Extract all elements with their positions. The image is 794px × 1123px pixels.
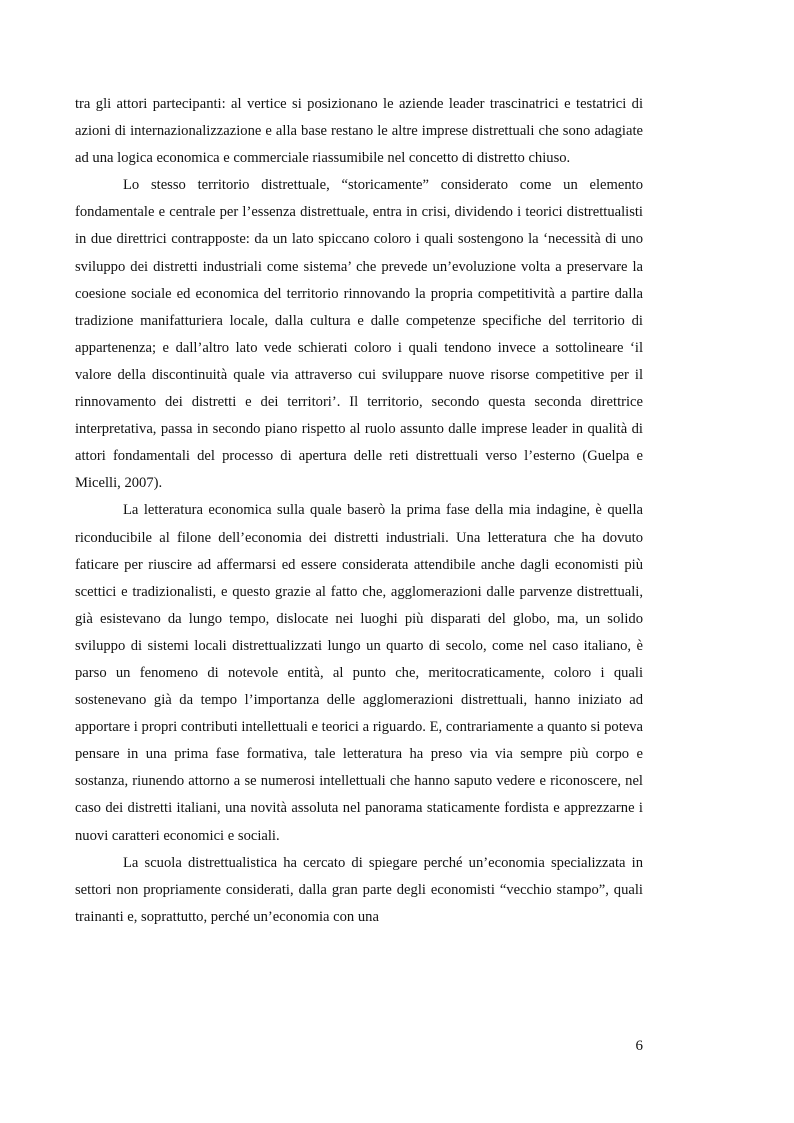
paragraph-continuation: tra gli attori partecipanti: al vertice si posizionano le aziende leader trascinatrici e testatrici di azioni di internazionalizzazione e alla base restano le altre imprese distrettuali che sono adagiate ad una logica economica e commerciale riassumibile nel concetto di distretto chiuso. — [75, 96, 643, 167]
paragraph-territorio: Lo stesso territorio distrettuale, “storicamente” considerato come un elemento fondamentale e centrale per l’essenza distrettuale, entra in crisi, dividendo i teorici distrettualisti in due direttrici contrapposte: da un lato spiccano coloro i quali sostengono la ‘necessità di uno sviluppo dei distretti industriali come sistema’ che prevede un’evoluzione volta a preservare la coesione sociale ed economica del territorio rinnovando la propria competitività a partire dalla tradizione manifatturiera locale, dalla cultura e dalle competenze specifiche del territorio di appartenenza; e dall’altro lato vede schierati coloro i quali tendono invece a sottolineare ‘il valore della discontinuità quale via attraverso cui sviluppare nuove risorse competitive per il rinnovamento dei distretti e dei territori’. Il territorio, secondo questa seconda direttrice interpretativa, passa in secondo piano rispetto al ruolo assunto dalle imprese leader in qualità di attori fondamentali del processo di apertura delle reti distrettuali verso l’esterno (Guelpa e Micelli, 2007). — [75, 177, 643, 492]
paragraph-letteratura: La letteratura economica sulla quale baserò la prima fase della mia indagine, è quella riconducibile al filone dell’economia dei distretti industriali. Una letteratura che ha dovuto faticare per riuscire ad affermarsi ed essere considerata attendibile anche dagli economisti più scettici e tradizionalisti, e questo grazie al fatto che, agglomerazioni dalle parvenze distrettuali, già esistevano da lungo tempo, dislocate nei luoghi più disparati del globo, ma, un solido sviluppo di sistemi locali distrettualizzati lungo un quarto di secolo, come nel caso italiano, è parso un fenomeno di notevole entità, al punto che, meritocraticamente, coloro i quali sostenevano già da tempo l’importanza delle agglomerazioni distrettuali, hanno iniziato ad apportare i propri contributi intellettuali e teorici a riguardo. E, contrariamente a quanto si poteva pensare in una prima fase formativa, tale letteratura ha preso via via sempre più corpo e sostanza, riunendo attorno a se numerosi intellettuali che hanno saputo vedere e riconoscere, nel caso dei distretti italiani, una novità assoluta nel panorama staticamente fordista e apprezzarne i nuovi caratteri economici e sociali. — [75, 502, 643, 844]
page-number: 6 — [635, 1038, 643, 1054]
paragraph-scuola: La scuola distrettualistica ha cercato di spiegare perché un’economia specializzata in settori non propriamente considerati, dalla gran parte degli economisti “vecchio stampo”, quali trainanti e, soprattutto, perché un’economia con una — [75, 854, 643, 925]
page-body — [75, 91, 643, 931]
